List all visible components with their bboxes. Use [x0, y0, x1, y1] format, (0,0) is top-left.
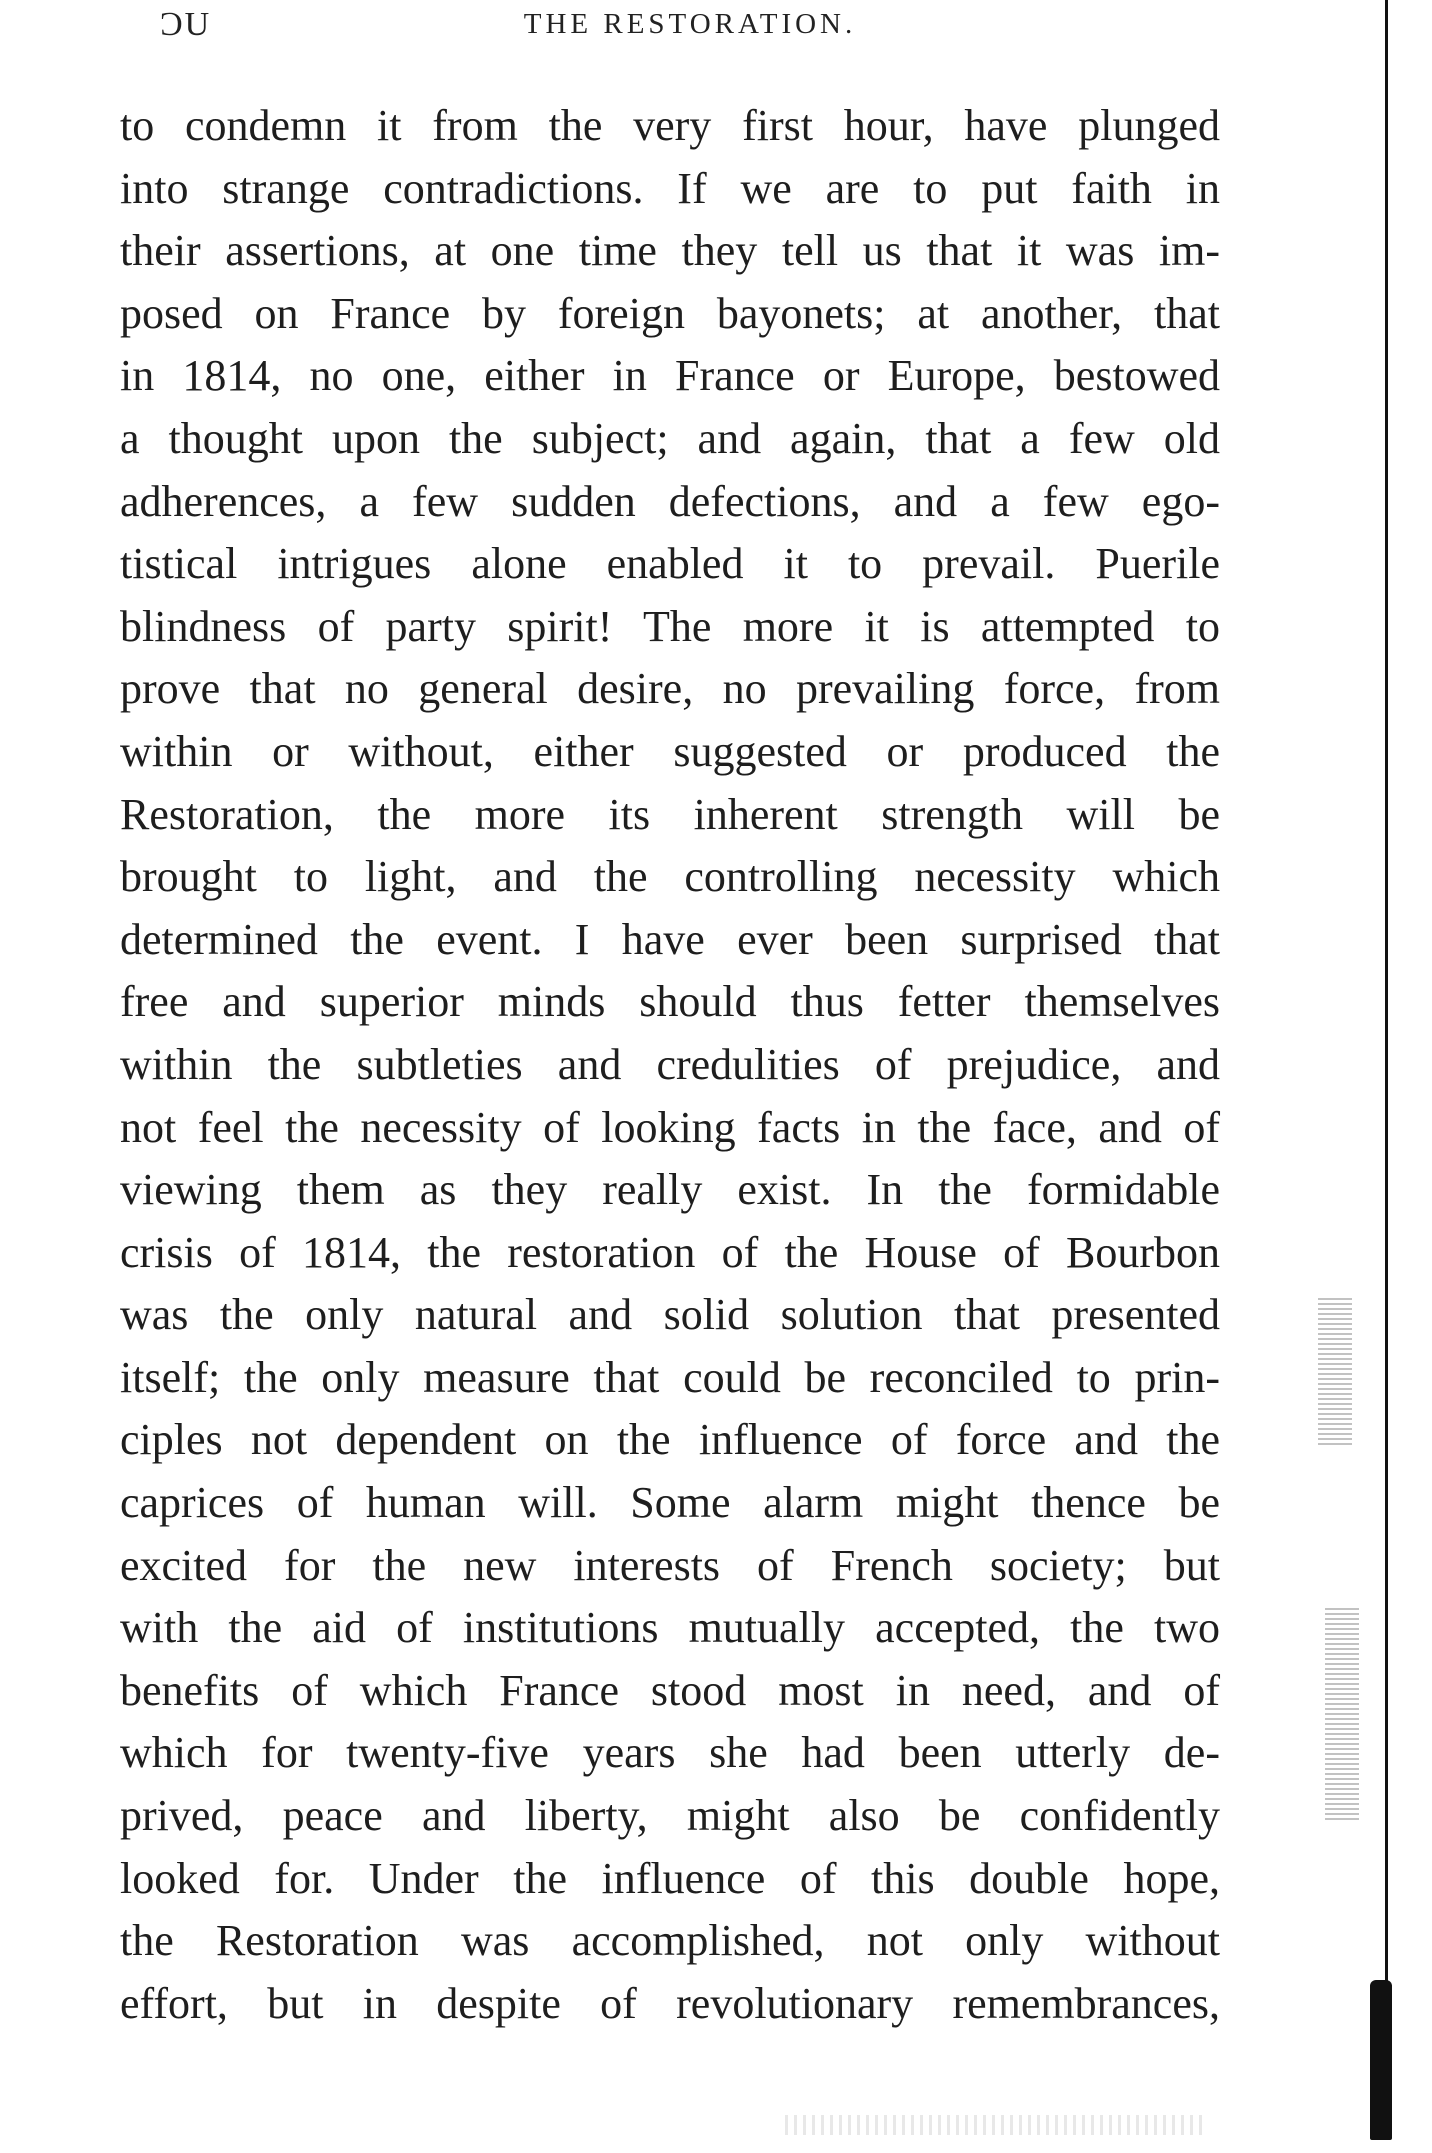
text-line: was the only natural and solid solution that presented	[120, 1290, 1220, 1340]
text-line: determined the event. I have ever been surprised that	[120, 914, 1220, 964]
text-line: their assertions, at one time they tell us that it was im-	[120, 226, 1220, 276]
text-line: in 1814, no one, either in France or Europe, bestowed	[120, 351, 1220, 401]
text-line: prove that no general desire, no prevailing force, from	[120, 664, 1220, 714]
text-line: the Restoration was accomplished, not only without	[120, 1916, 1220, 1966]
text-line: Restoration, the more its inherent strength will be	[120, 789, 1220, 839]
text-line: looked for. Under the influence of this double hope,	[120, 1853, 1220, 1903]
text-line: free and superior minds should thus fetter themselves	[120, 977, 1220, 1027]
body-text	[120, 95, 1220, 2035]
text-line: viewing them as they really exist. In the formidable	[120, 1165, 1220, 1215]
binding-edge-blot	[1370, 1980, 1392, 2140]
text-line: ciples not dependent on the influence of force and the	[120, 1415, 1220, 1465]
page-number: ƆU	[160, 6, 212, 43]
text-line: prived, peace and liberty, might also be confidently	[120, 1791, 1220, 1841]
binding-edge-line	[1385, 0, 1388, 2100]
text-line: itself; the only measure that could be reconciled to prin-	[120, 1352, 1220, 1402]
text-line: within or without, either suggested or produced the	[120, 726, 1220, 776]
text-line: a thought upon the subject; and again, that a few old	[120, 413, 1220, 463]
text-line: which for twenty-five years she had been utterly de-	[120, 1728, 1220, 1778]
text-line: excited for the new interests of French society; but	[120, 1540, 1220, 1590]
text-line: into strange contradictions. If we are to put faith in	[120, 163, 1220, 213]
text-line: brought to light, and the controlling necessity which	[120, 852, 1220, 902]
scan-noise	[785, 2115, 1205, 2135]
scan-speckle	[1318, 1295, 1352, 1445]
text-line: effort, but in despite of revolutionary remembrances,	[120, 1978, 1220, 2028]
running-head: THE RESTORATION.	[523, 8, 857, 40]
text-line: posed on France by foreign bayonets; at another, that	[120, 288, 1220, 338]
scan-speckle	[1325, 1605, 1359, 1820]
text-line: crisis of 1814, the restoration of the House of Bourbon	[120, 1227, 1220, 1277]
text-line: not feel the necessity of looking facts in the face, and of	[120, 1102, 1220, 1152]
text-line: to condemn it from the very first hour, have plunged	[120, 101, 1220, 150]
text-line: benefits of which France stood most in need, and of	[120, 1665, 1220, 1715]
text-line: within the subtleties and credulities of prejudice, and	[120, 1039, 1220, 1089]
text-line: adherences, a few sudden defections, and a few ego-	[120, 476, 1220, 526]
text-line: with the aid of institutions mutually accepted, the two	[120, 1603, 1220, 1653]
text-line: blindness of party spirit! The more it is attempted to	[120, 601, 1220, 651]
text-line: tistical intrigues alone enabled it to prevail. Puerile	[120, 539, 1220, 589]
text-line: caprices of human will. Some alarm might thence be	[120, 1478, 1220, 1528]
